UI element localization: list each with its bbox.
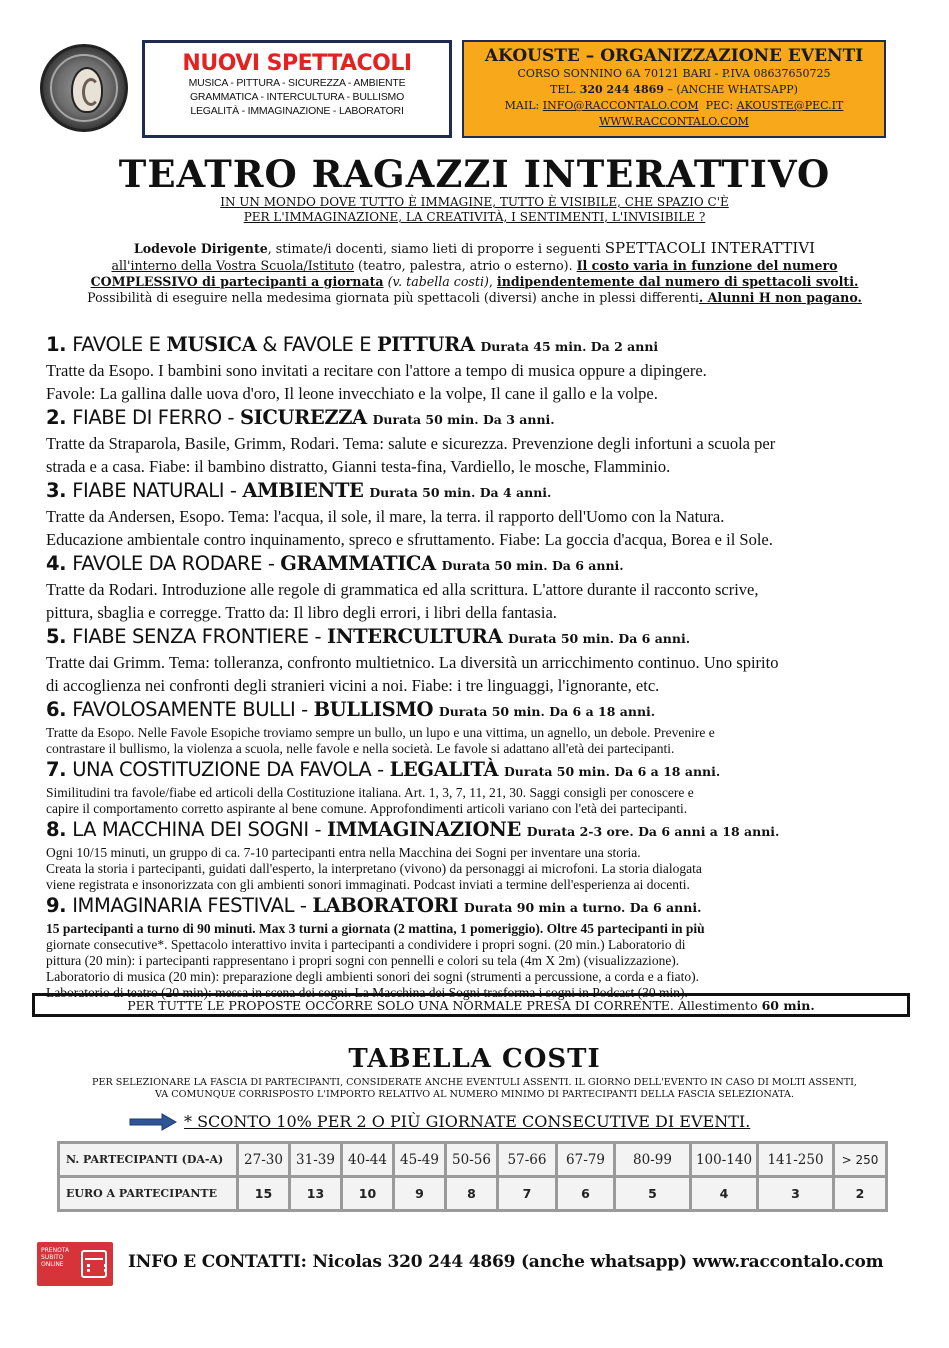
- intro-line-1: Lodevole Dirigente, stimate/i docenti, siamo lieti di proporre i seguenti SPETTACOLI INTERATTIVI: [133, 239, 816, 257]
- show-heading: 5. FIABE SENZA FRONTIERE - INTERCULTURA Durata 50 min. Da 6 anni.: [46, 625, 691, 648]
- org-address: CORSO SONNINO 6A 70121 BARI - P.IVA 08637650725: [517, 67, 831, 80]
- price-cell: 7: [499, 1178, 555, 1209]
- participants-label: N. PARTECIPANTI (DA-A): [60, 1144, 236, 1175]
- shows-line: GRAMMATICA - INTERCULTURA - BULLISMO: [189, 91, 405, 103]
- show-item: [46, 332, 906, 405]
- price-cell: 10: [343, 1178, 392, 1209]
- show-description: di accoglienza nei confronti degli stranieri vicini a noi. Fiabe: i tre linguaggi, l'ignorante, etc.: [46, 675, 660, 695]
- show-item: [46, 624, 906, 697]
- shows-list: [46, 332, 906, 1001]
- price-cell: 13: [291, 1178, 340, 1209]
- show-item: [46, 551, 906, 624]
- price-cell: 6: [558, 1178, 613, 1209]
- show-heading: 9. IMMAGINARIA FESTIVAL - LABORATORI Durata 90 min a turno. Da 6 anni.: [46, 894, 702, 917]
- show-item: [46, 405, 906, 478]
- price-cell: 5: [616, 1178, 689, 1209]
- show-heading: 1. FAVOLE E MUSICA & FAVOLE E PITTURA Durata 45 min. Da 2 anni: [46, 333, 659, 356]
- show-duration: Durata 50 min. Da 6 a 18 anni.: [438, 704, 656, 719]
- show-duration: Durata 90 min a turno. Da 6 anni.: [463, 900, 702, 915]
- intro-line-4: Possibilità di eseguire nella medesima giornata più spettacoli (diversi) anche in plessi differenti. Alunni H non pagano.: [87, 290, 862, 305]
- show-description: Tratte da Esopo. I bambini sono invitati a recitare con l'attore a tempo di musica oppure a dipingere.: [46, 361, 707, 380]
- show-description: Educazione ambientale contro inquinamento, spreco e sfruttamento. Fiabe: La goccia d'acqua, Borea e il Sole.: [46, 529, 773, 549]
- org-pec-link[interactable]: AKOUSTE@PEC.IT: [736, 99, 844, 112]
- org-phone: TEL. 320 244 4869 – (ANCHE WHATSAPP): [550, 83, 798, 96]
- range-cell: 40-44: [343, 1144, 392, 1175]
- show-description: giornate consecutive*. Spettacolo interattivo invita i partecipanti a condividere i propri sogni. (20 min.) Laboratorio di: [46, 937, 686, 952]
- costs-title: TABELLA COSTI: [348, 1044, 601, 1074]
- show-heading: 4. FAVOLE DA RODARE - GRAMMATICA Durata 50 min. Da 6 anni.: [46, 552, 624, 575]
- discount-text: * SCONTO 10% PER 2 O PIÙ GIORNATE CONSECUTIVE DI EVENTI.: [184, 1112, 751, 1131]
- power-notice: PER TUTTE LE PROPOSTE OCCORRE SOLO UNA NORMALE PRESA DI CORRENTE. Allestimento 60 min.: [32, 993, 910, 1017]
- subtitle-line: PER L'IMMAGINAZIONE, LA CREATIVITÀ, I SENTIMENTI, L'INVISIBILE ?: [243, 210, 706, 224]
- intro-line-3: COMPLESSIVO di partecipanti a giornata (v. tabella costi), indipendentemente dal numero di spettacoli svolti.: [90, 274, 859, 289]
- range-cell: 27-30: [239, 1144, 288, 1175]
- price-cell: 15: [239, 1178, 288, 1209]
- range-cell: 100-140: [692, 1144, 756, 1175]
- show-item: [46, 697, 906, 757]
- show-duration: Durata 50 min. Da 6 anni.: [441, 558, 624, 573]
- price-cell: 3: [759, 1178, 832, 1209]
- new-shows-title: NUOVI SPETTACOLI: [182, 51, 412, 76]
- show-description: Similitudini tra favole/fiabe ed articoli della Costituzione italiana. Art. 1, 3, 7, 11, 21, 30. Saggi consigli per conoscere e: [46, 785, 694, 800]
- show-duration: Durata 50 min. Da 6 a 18 anni.: [503, 764, 721, 779]
- show-duration: Durata 50 min. Da 6 anni.: [508, 631, 691, 646]
- ear-icon: [71, 67, 103, 113]
- footer-contacts: INFO E CONTATTI: Nicolas 320 244 4869 (anche whatsapp) www.raccontalo.com: [128, 1252, 884, 1272]
- show-description: Creata la storia i partecipanti, guidati dall'esperto, la interpretano (vivono) da personaggi ai microfoni. La storia dialogata: [46, 861, 702, 876]
- show-description: Tratte da Straparola, Basile, Grimm, Rodari. Tema: salute e sicurezza. Prevenzione degli infortuni a scuola per: [46, 434, 776, 453]
- table-row: [60, 1144, 885, 1175]
- show-heading: 7. UNA COSTITUZIONE DA FAVOLA - LEGALITÀ Durata 50 min. Da 6 a 18 anni.: [46, 758, 721, 781]
- show-heading: 6. FAVOLOSAMENTE BULLI - BULLISMO Durata 50 min. Da 6 a 18 anni.: [46, 698, 656, 721]
- show-description: Laboratorio di musica (20 min): preparazione degli ambienti sonori dei sogni (strumenti a percussione, a corda e a fiato).: [46, 969, 700, 984]
- show-description: viene registrata e insonorizzata con gli ambienti sonori immaginati. Podcast inviati a termine dell'esperienza ai docenti.: [46, 877, 690, 892]
- shows-line: LEGALITÀ - IMMAGINAZIONE - LABORATORI: [190, 105, 404, 117]
- akouste-logo: [40, 44, 128, 132]
- org-website-link[interactable]: WWW.RACCONTALO.COM: [599, 115, 749, 128]
- calendar-icon: [81, 1250, 107, 1278]
- price-cell: 2: [835, 1178, 885, 1209]
- show-description: Ogni 10/15 minuti, un gruppo di ca. 7-10 partecipanti entra nella Macchina dei Sogni per inventare una storia.: [46, 845, 641, 860]
- show-duration: Durata 50 min. Da 3 anni.: [372, 412, 555, 427]
- show-description: strada e a casa. Fiabe: il bambino distratto, Gianni testa-fina, Vardiello, le mosche, Flamminio.: [46, 456, 671, 476]
- book-online-icon[interactable]: PRENOTA SUBITO ONLINE: [37, 1242, 113, 1286]
- org-mail: MAIL: INFO@RACCONTALO.COM PEC: AKOUSTE@PEC.IT: [504, 99, 844, 112]
- intro-line-2: all'interno della Vostra Scuola/Istituto (teatro, palestra, atrio o esterno). Il costo varia in funzione del numero: [111, 258, 838, 273]
- org-title: AKOUSTE – ORGANIZZAZIONE EVENTI: [484, 46, 864, 66]
- range-cell: 141-250: [759, 1144, 832, 1175]
- page-title: TEATRO RAGAZZI INTERATTIVO: [118, 152, 831, 196]
- costs-note: PER SELEZIONARE LA FASCIA DI PARTECIPANTI, CONSIDERATE ANCHE EVENTULI ASSENTI. IL GIORNO DELL'EVENTO IN CASO DI MOLTI ASSENTI, VA COMUNQUE CORRISPOSTO L'IMPORTO RELATIVO AL NUMERO MINIMO DI PARTECIPANTI DELLA FASCIA SELEZIONATA.: [92, 1077, 857, 1100]
- show-description: pittura, sbaglia e corregge. Tratto da: Il libro degli errori, i libri della fantasia.: [46, 602, 557, 622]
- range-cell: 67-79: [558, 1144, 613, 1175]
- show-description: 15 partecipanti a turno di 90 minuti. Max 3 turni a giornata (2 mattina, 1 pomeriggio). Oltre 45 partecipanti in più: [46, 921, 705, 936]
- show-description: Laboratorio di teatro (20 min): messa in scena dei sogni. La Macchina dei Sogni trasforma i sogni in Podcast (30 min).: [46, 985, 688, 1000]
- price-label: EURO A PARTECIPANTE: [60, 1178, 236, 1209]
- org-mail-link[interactable]: INFO@RACCONTALO.COM: [542, 99, 699, 112]
- range-cell: 50-56: [447, 1144, 496, 1175]
- show-description: Tratte da Rodari. Introduzione alle regole di grammatica ed alla scrittura. L'attore durante il racconto scrive,: [46, 580, 759, 599]
- show-heading: 8. LA MACCHINA DEI SOGNI - IMMAGINAZIONE Durata 2-3 ore. Da 6 anni a 18 anni.: [46, 818, 780, 841]
- table-row: [60, 1178, 885, 1209]
- range-cell: > 250: [835, 1144, 885, 1175]
- organization-box: [462, 40, 886, 138]
- show-duration: Durata 2-3 ore. Da 6 anni a 18 anni.: [526, 824, 780, 839]
- show-description: capire il comportamento corretto aspirante al bene comune. Approfondimenti articoli variano con l'età dei partecipanti.: [46, 801, 688, 816]
- discount-line: [120, 1112, 820, 1134]
- show-description: Tratte da Esopo. Nelle Favole Esopiche troviamo sempre un bullo, un lupo e una vittima, un agnello, un debole. Prevenire e: [46, 725, 715, 740]
- price-cell: 8: [447, 1178, 496, 1209]
- show-heading: 2. FIABE DI FERRO - SICUREZZA Durata 50 min. Da 3 anni.: [46, 406, 555, 429]
- show-description: Tratte dai Grimm. Tema: tolleranza, confronto multietnico. La diversità un arricchimento continuo. Uno spirito: [46, 653, 779, 672]
- show-item: [46, 893, 906, 1001]
- show-heading: 3. FIABE NATURALI - AMBIENTE Durata 50 min. Da 4 anni.: [46, 479, 552, 502]
- org-phone-number[interactable]: 320 244 4869: [579, 83, 664, 96]
- arrow-right-icon: [128, 1113, 178, 1131]
- show-item: [46, 478, 906, 551]
- shows-line: MUSICA - PITTURA - SICUREZZA - AMBIENTE: [188, 77, 406, 89]
- costs-table: [57, 1141, 888, 1212]
- show-description: Tratte da Andersen, Esopo. Tema: l'acqua, il sole, il mare, la terra. il rapporto dell'Uomo con la Natura.: [46, 507, 725, 526]
- show-item: [46, 817, 906, 893]
- show-item: [46, 757, 906, 817]
- show-description: pittura (20 min): i partecipanti rappresentano i propri sogni con pennelli e colori su tela (4m X 2m) (visualizzazione).: [46, 953, 680, 968]
- subtitle-line: IN UN MONDO DOVE TUTTO È IMMAGINE, TUTTO È VISIBILE, CHE SPAZIO C'È: [220, 195, 729, 209]
- range-cell: 45-49: [395, 1144, 444, 1175]
- range-cell: 80-99: [616, 1144, 689, 1175]
- range-cell: 57-66: [499, 1144, 555, 1175]
- show-description: contrastare il bullismo, la violenza a scuola, nelle favole e nella società. Le favole si adattano all'età dei partecipanti.: [46, 741, 675, 756]
- show-description: Favole: La gallina dalle uova d'oro, Il leone invecchiato e la volpe, Il cane il gallo e la volpe.: [46, 383, 658, 403]
- price-cell: 9: [395, 1178, 444, 1209]
- price-cell: 4: [692, 1178, 756, 1209]
- range-cell: 31-39: [291, 1144, 340, 1175]
- new-shows-box: [142, 40, 452, 138]
- show-duration: Durata 45 min. Da 2 anni: [480, 339, 659, 354]
- show-duration: Durata 50 min. Da 4 anni.: [369, 485, 552, 500]
